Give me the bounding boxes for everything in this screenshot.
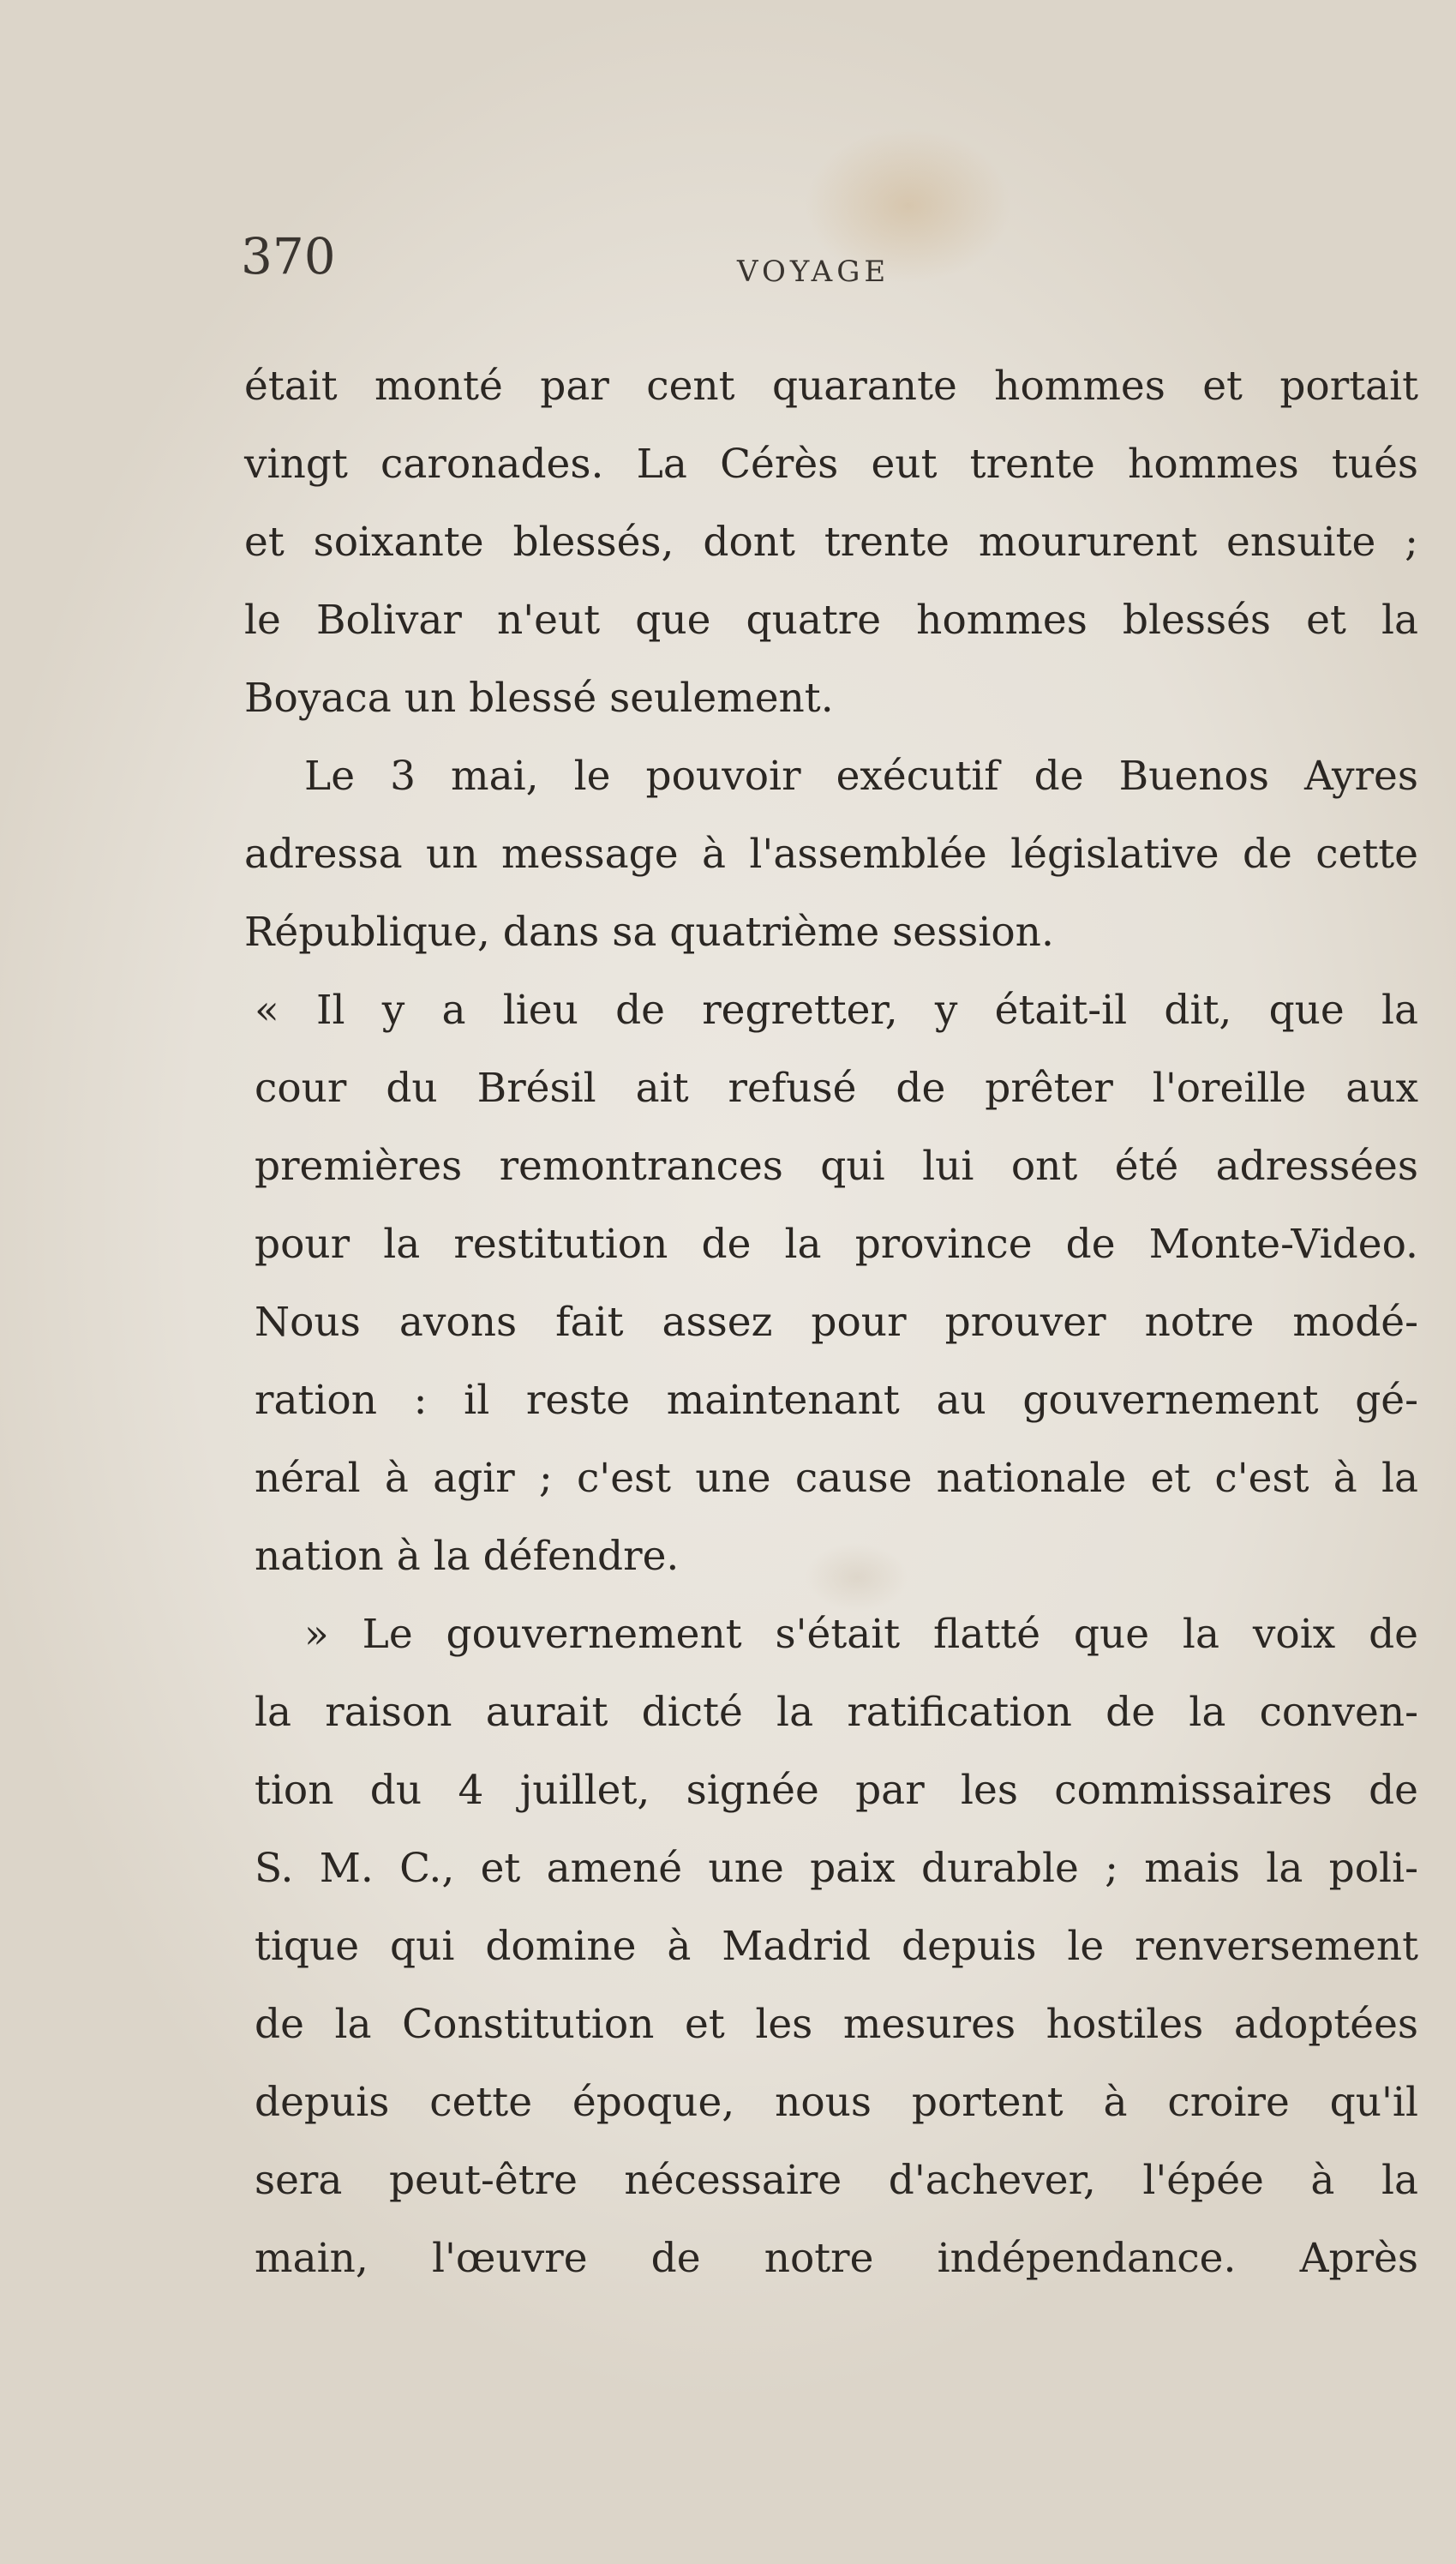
text-line-12: pour la restitution de la province de Monte-Video. — [255, 1221, 1418, 1268]
page-number: 370 — [241, 227, 336, 285]
text-line-21: tique qui domine à Madrid depuis le renversement — [255, 1923, 1418, 1970]
text-line-16: nation à la défendre. — [255, 1533, 680, 1580]
text-line-23: depuis cette époque, nous portent à croire qu'il — [255, 2079, 1418, 2126]
text-line-14: ration : il reste maintenant au gouvernement gé- — [255, 1377, 1418, 1424]
text-line-25: main, l'œuvre de notre indépendance. Après — [255, 2235, 1418, 2282]
text-line-15: néral à agir ; c'est une cause nationale et c'est à la — [255, 1455, 1418, 1502]
text-line-19: tion du 4 juillet, signée par les commissaires de — [255, 1767, 1418, 1814]
text-line-6: Le 3 mai, le pouvoir exécutif de Buenos Ayres — [304, 753, 1418, 800]
text-line-7: adressa un message à l'assemblée législative de cette — [244, 831, 1418, 878]
text-line-4: le Bolivar n'eut que quatre hommes blessés et la — [244, 597, 1418, 644]
text-line-8: République, dans sa quatrième session. — [244, 909, 1054, 956]
text-line-24: sera peut-être nécessaire d'achever, l'épée à la — [255, 2157, 1418, 2204]
text-line-10: cour du Brésil ait refusé de prêter l'oreille aux — [255, 1065, 1418, 1112]
text-line-13: Nous avons fait assez pour prouver notre modé- — [255, 1299, 1418, 1346]
body-text — [244, 347, 1418, 2297]
text-line-11: premières remontrances qui lui ont été adressées — [255, 1143, 1418, 1190]
text-line-1: était monté par cent quarante hommes et portait — [244, 363, 1418, 410]
text-line-9: « Il y a lieu de regretter, y était-il dit, que la — [255, 987, 1418, 1034]
text-line-18: la raison aurait dicté la ratification de la conven- — [255, 1689, 1418, 1736]
text-line-5: Boyaca un blessé seulement. — [244, 675, 834, 722]
text-line-2: vingt caronades. La Cérès eut trente hommes tués — [244, 441, 1418, 488]
text-line-20: S. M. C., et amené une paix durable ; mais la poli- — [255, 1845, 1418, 1892]
text-line-3: et soixante blessés, dont trente moururent ensuite ; — [244, 519, 1418, 566]
text-line-17: » Le gouvernement s'était flatté que la voix de — [304, 1611, 1418, 1658]
running-title: VOYAGE — [737, 255, 890, 289]
text-line-22: de la Constitution et les mesures hostiles adoptées — [255, 2001, 1418, 2048]
